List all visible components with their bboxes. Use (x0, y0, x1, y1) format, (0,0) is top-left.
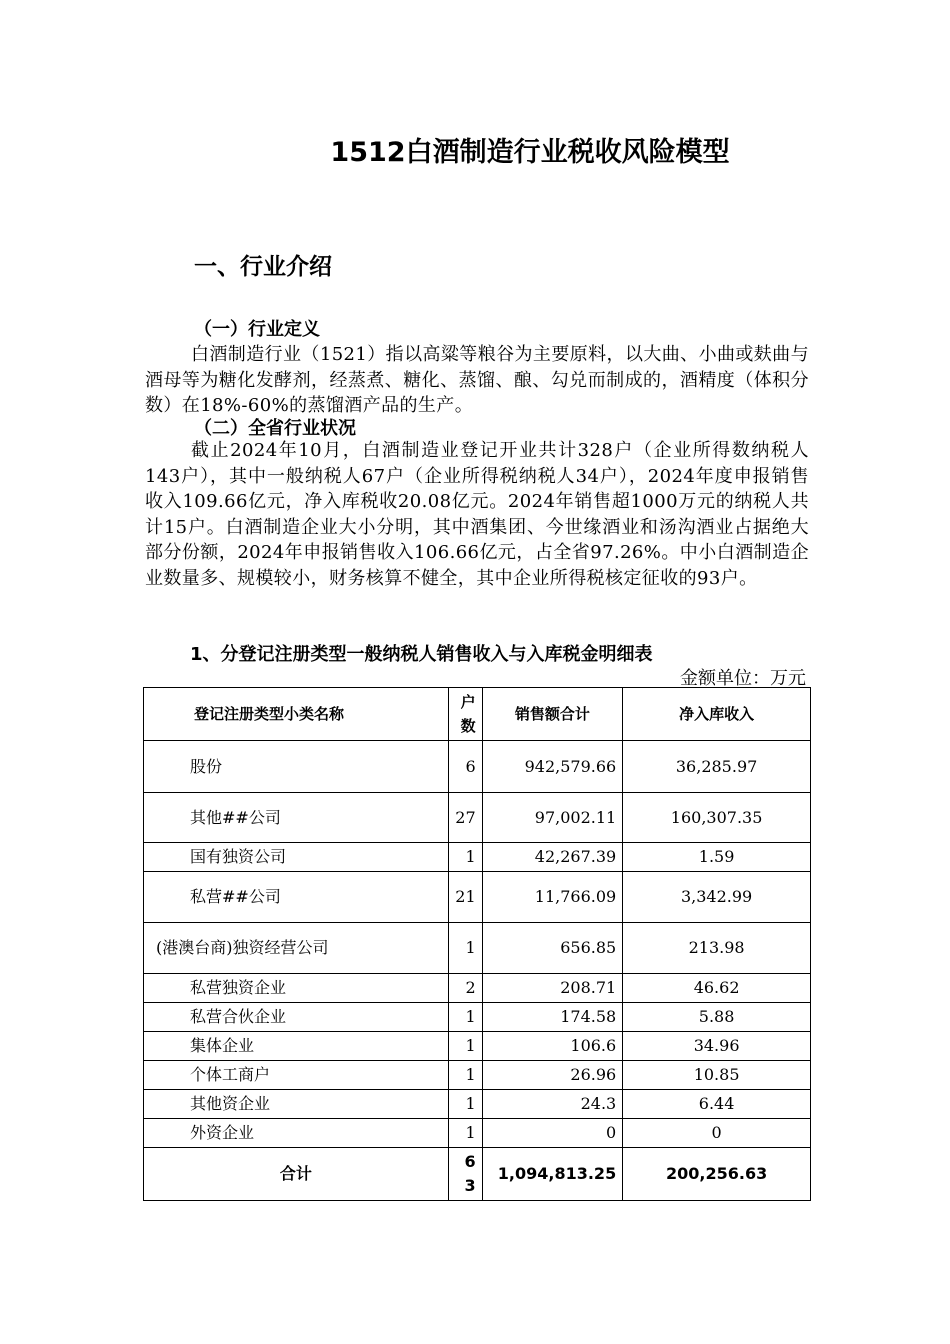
row-count: 21 (448, 872, 482, 923)
row-tax: 1.59 (623, 843, 811, 872)
row-count: 1 (448, 843, 482, 872)
row-tax: 0 (623, 1119, 811, 1148)
table-row (144, 1090, 811, 1119)
row-tax: 6.44 (623, 1090, 811, 1119)
subheading-industry-definition: （一）行业定义 (194, 319, 320, 340)
table-total-row (144, 1148, 811, 1201)
row-type-name: 其他##公司 (144, 793, 449, 843)
row-sales: 174.58 (482, 1003, 623, 1032)
table-row (144, 1061, 811, 1090)
amount-unit-note: 金额单位：万元 (680, 668, 806, 689)
row-count: 27 (448, 793, 482, 843)
paragraph-province-status: 截止2024年10月，白酒制造业登记开业共计328户（企业所得数纳税人143户），其中一般纳税人67户（企业所得税纳税人34户），2024年度申报销售收入109.66亿元，净入库税收20.08亿元。2024年销售超1000万元的纳税人共计15户。白酒制造企业大小分明，其中酒集团、今世缘酒业和汤沟酒业占据绝大部分份额，2024年申报销售收入106.66亿元，占全省97.26%。中小白酒制造企业数量多、规模较小，财务核算不健全，其中企业所得税核定征收的93户。 (145, 440, 809, 589)
row-sales: 24.3 (482, 1090, 623, 1119)
row-count: 1 (448, 1032, 482, 1061)
row-sales: 106.6 (482, 1032, 623, 1061)
row-tax: 10.85 (623, 1061, 811, 1090)
row-sales: 26.96 (482, 1061, 623, 1090)
row-type-name: 私营合伙企业 (144, 1003, 449, 1032)
header-net-tax-revenue: 净入库收入 (623, 688, 811, 741)
total-label: 合计 (144, 1148, 449, 1201)
row-type-name: 私营##公司 (144, 872, 449, 923)
paragraph-industry-definition: 白酒制造行业（1521）指以高粱等粮谷为主要原料，以大曲、小曲或麸曲与酒母等为糖化发酵剂，经蒸煮、糖化、蒸馏、酿、勾兑而制成的，酒精度（体积分数）在18%-60%的蒸馏酒产品的生产。 (145, 344, 809, 417)
total-tax: 200,256.63 (623, 1148, 811, 1201)
row-type-name: 集体企业 (144, 1032, 449, 1061)
row-type-name: 私营独资企业 (144, 974, 449, 1003)
header-household-count: 户数 (448, 688, 482, 741)
sales-tax-detail-table (143, 687, 811, 1201)
row-sales: 656.85 (482, 923, 623, 974)
table-row (144, 974, 811, 1003)
row-tax: 3,342.99 (623, 872, 811, 923)
row-type-name: 个体工商户 (144, 1061, 449, 1090)
table-row (144, 1003, 811, 1032)
row-count: 1 (448, 1061, 482, 1090)
row-tax: 213.98 (623, 923, 811, 974)
header-registration-type: 登记注册类型小类名称 (144, 688, 449, 741)
table-row (144, 1119, 811, 1148)
document-title: 1512白酒制造行业税收风险模型 (330, 137, 730, 168)
section-heading-industry-intro: 一、行业介绍 (194, 254, 332, 280)
row-tax: 5.88 (623, 1003, 811, 1032)
row-type-name: 其他资企业 (144, 1090, 449, 1119)
row-sales: 11,766.09 (482, 872, 623, 923)
row-sales: 208.71 (482, 974, 623, 1003)
table-header-row (144, 688, 811, 741)
table-row (144, 1032, 811, 1061)
row-tax: 36,285.97 (623, 741, 811, 793)
header-sales-total: 销售额合计 (482, 688, 623, 741)
table-row (144, 923, 811, 974)
total-sales: 1,094,813.25 (482, 1148, 623, 1201)
table-row (144, 741, 811, 793)
row-sales: 42,267.39 (482, 843, 623, 872)
table-row (144, 793, 811, 843)
total-count: 63 (448, 1148, 482, 1201)
row-count: 1 (448, 1090, 482, 1119)
row-count: 6 (448, 741, 482, 793)
row-sales: 0 (482, 1119, 623, 1148)
row-sales: 942,579.66 (482, 741, 623, 793)
row-sales: 97,002.11 (482, 793, 623, 843)
row-tax: 160,307.35 (623, 793, 811, 843)
table-row (144, 843, 811, 872)
row-tax: 46.62 (623, 974, 811, 1003)
row-tax: 34.96 (623, 1032, 811, 1061)
row-type-name: 股份 (144, 741, 449, 793)
row-count: 1 (448, 923, 482, 974)
row-count: 1 (448, 1119, 482, 1148)
table-title: 1、分登记注册类型一般纳税人销售收入与入库税金明细表 (190, 644, 653, 665)
row-type-name: 国有独资公司 (144, 843, 449, 872)
table-row (144, 872, 811, 923)
row-type-name: (港澳台商)独资经营公司 (144, 923, 449, 974)
row-type-name: 外资企业 (144, 1119, 449, 1148)
subheading-province-status: （二）全省行业状况 (194, 418, 356, 439)
row-count: 1 (448, 1003, 482, 1032)
row-count: 2 (448, 974, 482, 1003)
